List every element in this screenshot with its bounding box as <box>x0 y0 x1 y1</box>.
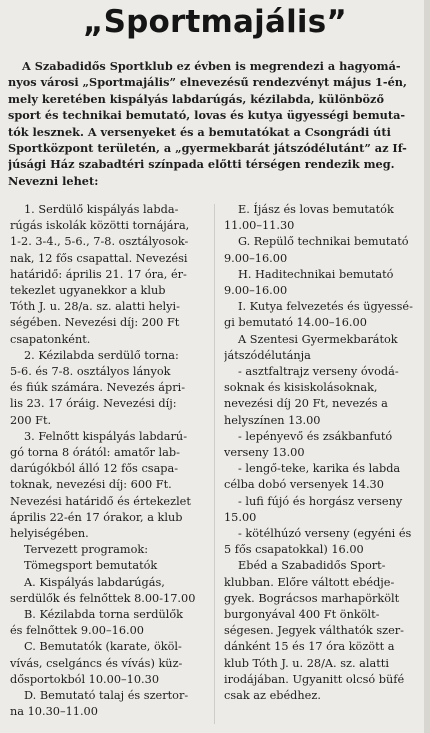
lead-line: júsági Ház szabadtéri színpada előtti térségen rendezik meg. <box>8 157 395 172</box>
text-line: toknak, nevezési díj: 600 Ft. <box>10 478 172 492</box>
lead-line: tók lesznek. A versenyeket és a bemutatókat a Csongrádi úti <box>8 124 391 139</box>
text-line: verseny 13.00 <box>224 446 305 460</box>
text-line: klub Tóth J. u. 28/A. sz. alatti <box>224 656 389 670</box>
text-line: Tömegsport bemutatók <box>24 559 158 573</box>
column-divider <box>214 204 215 724</box>
text-line: burgonyával 400 Ft önkölt- <box>224 608 380 622</box>
right-column <box>224 202 420 704</box>
text-line: klubban. Előre váltott ebédje- <box>224 575 395 589</box>
lead-paragraph <box>8 58 412 189</box>
text-line: 2. Kézilabda serdülő torna: <box>24 348 179 362</box>
text-line: B. Kézilabda torna serdülők <box>24 608 184 622</box>
text-line: 200 Ft. <box>10 413 52 427</box>
text-line: A Szentesi Gyermekbarátok <box>238 332 398 346</box>
text-line: vívás, cselgáncs és vívás) küz- <box>10 656 183 670</box>
text-line: D. Bemutató talaj és szertor- <box>24 689 189 703</box>
text-line: dősportokból 10.00–10.30 <box>10 672 160 686</box>
text-line: 9.00–16.00 <box>224 251 288 265</box>
text-line: - kötélhúzó verseny (egyéni és <box>238 527 412 541</box>
text-line: C. Bemutatók (karate, ököl- <box>24 640 182 654</box>
text-line: gi bemutató 14.00–16.00 <box>224 316 367 330</box>
text-line: H. Haditechnikai bemutató <box>238 267 394 281</box>
text-line: Tóth J. u. 28/a. sz. alatti helyi- <box>10 300 180 314</box>
text-line: E. Íjász és lovas bemutatók <box>238 203 394 216</box>
lead-line: sport és technikai bemutató, lovas és kutya ügyességi bemuta- <box>8 108 406 123</box>
text-line: I. Kutya felvezetés és ügyessé- <box>238 300 413 314</box>
text-line: ségesen. Jegyek válthatók szer- <box>224 624 404 638</box>
lead-line: Sportközpont területén, a „gyermekbarát játszódélutánt” az If- <box>8 141 407 156</box>
lead-line: A Szabadidős Sportklub ez évben is megrendezi a hagyomá- <box>22 59 401 73</box>
lead-line: nyos városi „Sportmajális” elnevezésű rendezvényt május 1-én, <box>8 75 407 90</box>
text-line: G. Repülő technikai bemutató <box>238 235 409 249</box>
text-line: 5 fős csapatokkal) 16.00 <box>224 543 364 557</box>
text-line: gó torna 8 órától: amatőr lab- <box>10 446 180 460</box>
lead-line: Nevezni lehet: <box>8 173 99 188</box>
text-line: - lepényevő és zsákbanfutó <box>238 429 393 443</box>
text-line: Ebéd a Szabadidős Sport- <box>238 559 386 573</box>
text-line: - lengő-teke, karika és labda <box>238 462 401 476</box>
text-line: gyek. Bográcsos marhapörkölt <box>224 591 400 605</box>
text-line: nak, 12 fős csapattal. Nevezési <box>10 251 188 265</box>
page-edge <box>424 0 430 733</box>
text-line: - asztfaltrajz verseny óvodá- <box>238 365 399 379</box>
text-line: Tervezett programok: <box>24 543 149 557</box>
text-line: csak az ebédhez. <box>224 689 321 703</box>
text-line: lis 23. 17 óráig. Nevezési díj: <box>10 397 177 411</box>
text-line: 1. Serdülő kispályás labda- <box>24 203 179 216</box>
text-line: - lufi fújó és horgász verseny <box>238 494 403 508</box>
lead-line: mely keretében kispályás labdarúgás, kézilabda, különböző <box>8 91 385 106</box>
text-line: és felnőttek 9.00–16.00 <box>10 624 144 638</box>
text-line: 3. Felnőtt kispályás labdarú- <box>24 429 188 443</box>
text-line: helyiségében. <box>10 527 89 541</box>
text-line: darúgókból álló 12 fős csapa- <box>10 462 179 476</box>
text-line: dánként 15 és 17 óra között a <box>224 640 395 654</box>
text-line: helyszínen 13.00 <box>224 413 321 427</box>
text-line: és fiúk számára. Nevezés ápri- <box>10 381 186 395</box>
text-line: soknak és kisiskolásoknak, <box>224 381 378 395</box>
text-line: 5-6. és 7-8. osztályos lányok <box>10 365 171 379</box>
text-line: játszódélutánja <box>224 348 311 362</box>
text-line: csapatonként. <box>10 332 91 346</box>
text-line: határidő: április 21. 17 óra, ér- <box>10 267 187 281</box>
text-line: célba dobó versenyek 14.30 <box>224 478 384 492</box>
text-line: ségében. Nevezési díj: 200 Ft <box>10 316 180 330</box>
text-line: 9.00–16.00 <box>224 284 288 298</box>
text-line: Nevezési határidő és értekezlet <box>10 494 191 508</box>
text-line: nevezési díj 20 Ft, nevezés a <box>224 397 388 411</box>
text-line: tekezlet ugyanekkor a klub <box>10 284 166 298</box>
text-line: na 10.30–11.00 <box>10 705 98 719</box>
article-title: „Sportmajális” <box>83 4 347 40</box>
text-line: 1-2. 3-4., 5-6., 7-8. osztályosok- <box>10 235 189 249</box>
text-line: április 22-én 17 órakor, a klub <box>10 510 183 524</box>
text-line: serdülők és felnőttek 8.00-17.00 <box>10 591 196 605</box>
text-line: 11.00–11.30 <box>224 219 295 233</box>
text-line: A. Kispályás labdarúgás, <box>24 575 165 589</box>
text-line: 15.00 <box>224 510 257 524</box>
text-line: rúgás iskolák közötti tornájára, <box>10 219 190 233</box>
left-column <box>10 202 210 721</box>
text-line: irodájában. Ugyanitt olcsó büfé <box>224 672 405 686</box>
